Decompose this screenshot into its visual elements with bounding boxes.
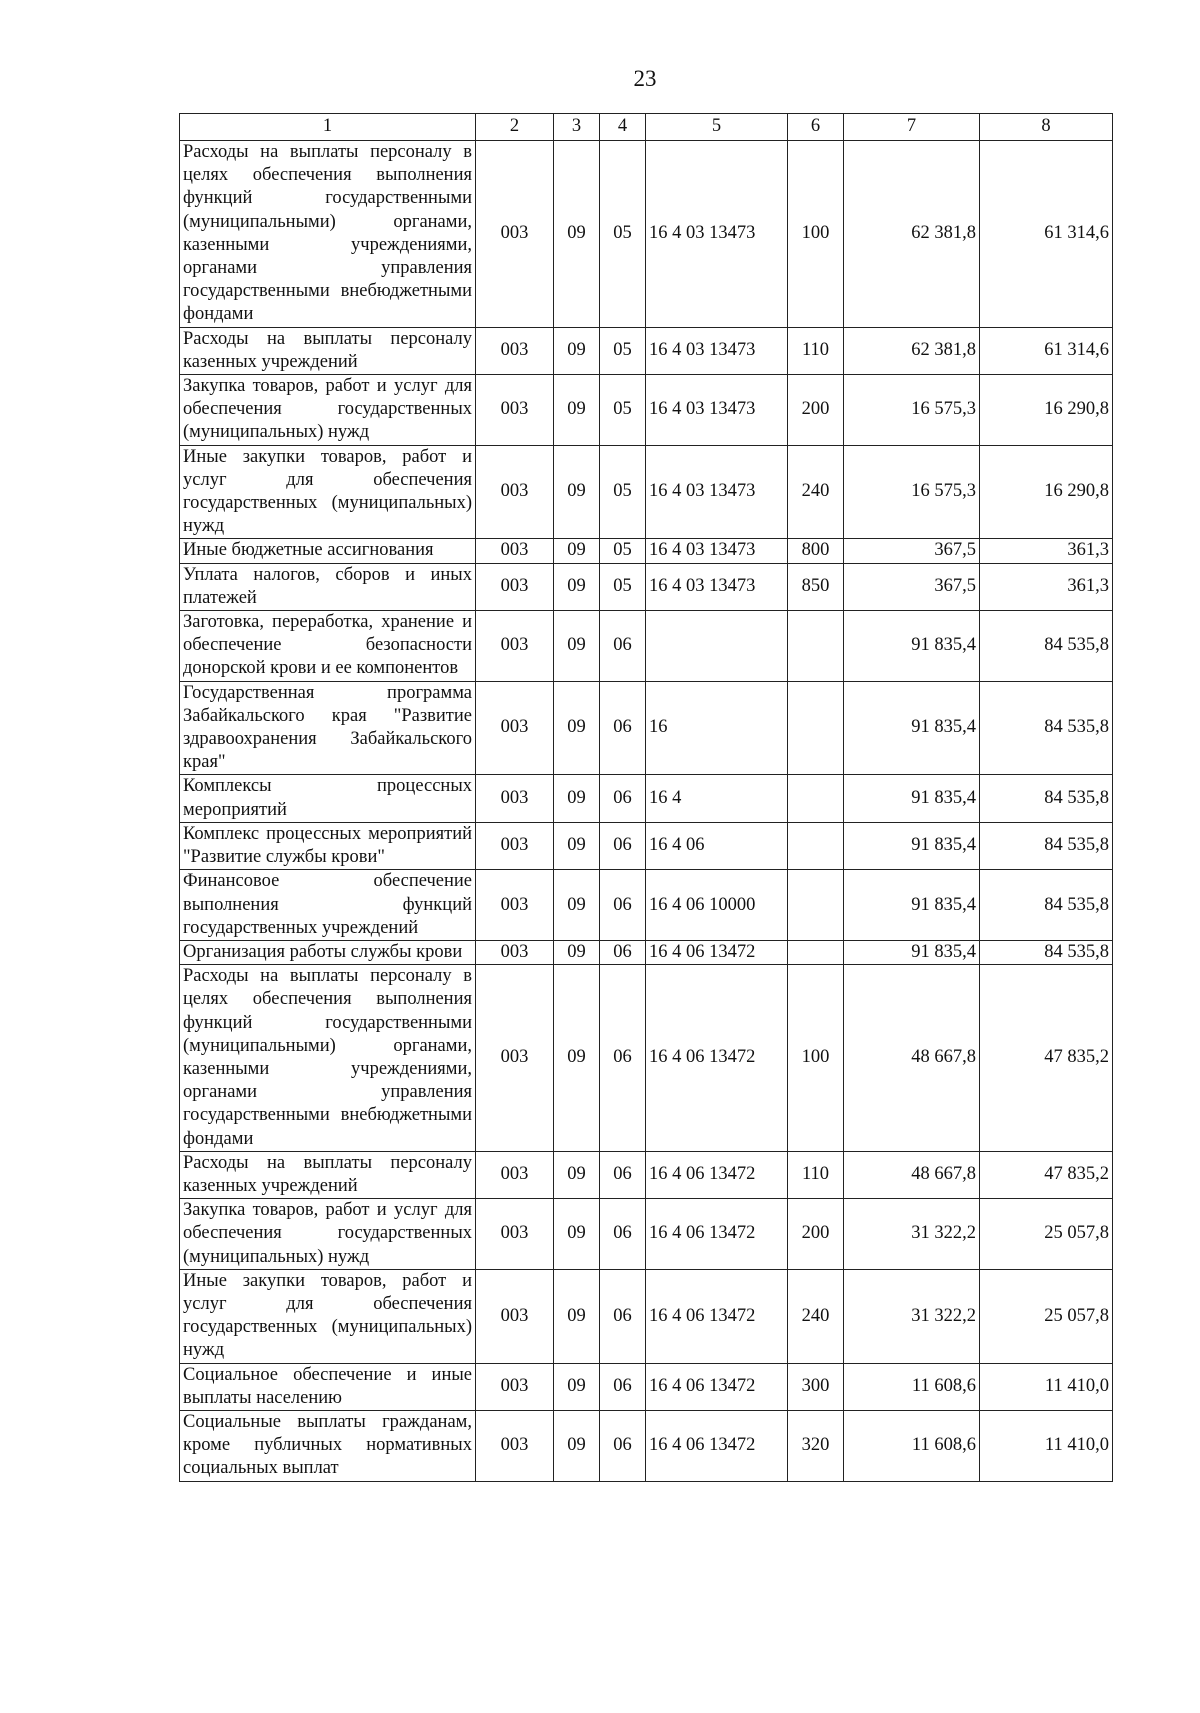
cell-subsection: 05 [600,141,646,328]
table-header-row [180,114,1113,141]
cell-expense-type [788,775,844,822]
cell-subsection: 05 [600,539,646,563]
cell-expense-type [788,940,844,964]
page-number: 23 [633,66,657,91]
cell-expense-type: 100 [788,965,844,1152]
cell-ministry: 003 [476,965,554,1152]
cell-subsection: 06 [600,1363,646,1410]
cell-target-article: 16 4 06 13472 [646,965,788,1152]
cell-name: Социальное обеспечение и иные выплаты населению [180,1363,476,1410]
cell-ministry: 003 [476,681,554,775]
cell-ministry: 003 [476,327,554,374]
cell-section: 09 [554,965,600,1152]
cell-ministry: 003 [476,611,554,682]
cell-expense-type: 240 [788,445,844,539]
cell-subsection: 06 [600,870,646,941]
cell-name: Комплексы процессных мероприятий [180,775,476,822]
cell-ministry: 003 [476,445,554,539]
cell-name: Иные закупки товаров, работ и услуг для обеспечения государственных (муниципальных) нужд [180,445,476,539]
cell-expense-type: 800 [788,539,844,563]
table-row [180,327,1113,374]
cell-amount-2: 84 535,8 [980,940,1113,964]
cell-amount-1: 11 608,6 [844,1410,980,1481]
cell-expense-type: 240 [788,1269,844,1363]
cell-expense-type: 320 [788,1410,844,1481]
cell-name: Финансовое обеспечение выполнения функций государственных учреждений [180,870,476,941]
table-row [180,1151,1113,1198]
table-row [180,141,1113,328]
cell-subsection: 06 [600,775,646,822]
cell-amount-2: 47 835,2 [980,965,1113,1152]
cell-amount-2: 11 410,0 [980,1410,1113,1481]
cell-target-article: 16 4 06 [646,822,788,869]
cell-amount-2: 25 057,8 [980,1199,1113,1270]
header-col-5: 5 [646,114,788,141]
cell-amount-1: 91 835,4 [844,940,980,964]
cell-ministry: 003 [476,1410,554,1481]
cell-section: 09 [554,327,600,374]
cell-amount-1: 91 835,4 [844,681,980,775]
cell-section: 09 [554,1363,600,1410]
cell-amount-2: 16 290,8 [980,375,1113,446]
table-body [180,141,1113,1482]
cell-name: Расходы на выплаты персоналу казенных учреждений [180,1151,476,1198]
cell-amount-2: 84 535,8 [980,822,1113,869]
cell-expense-type: 300 [788,1363,844,1410]
header-col-1: 1 [180,114,476,141]
cell-ministry: 003 [476,822,554,869]
cell-amount-1: 31 322,2 [844,1199,980,1270]
cell-amount-2: 61 314,6 [980,327,1113,374]
cell-section: 09 [554,1410,600,1481]
cell-target-article: 16 4 [646,775,788,822]
cell-subsection: 06 [600,1269,646,1363]
cell-amount-1: 16 575,3 [844,375,980,446]
cell-section: 09 [554,1199,600,1270]
budget-table [179,113,1113,1482]
cell-expense-type: 200 [788,1199,844,1270]
header-col-2: 2 [476,114,554,141]
cell-amount-2: 84 535,8 [980,611,1113,682]
cell-expense-type: 200 [788,375,844,446]
cell-amount-1: 367,5 [844,563,980,610]
cell-target-article [646,611,788,682]
table-row [180,822,1113,869]
cell-section: 09 [554,822,600,869]
cell-name: Комплекс процессных мероприятий "Развитие службы крови" [180,822,476,869]
cell-name: Уплата налогов, сборов и иных платежей [180,563,476,610]
cell-section: 09 [554,775,600,822]
cell-target-article: 16 4 03 13473 [646,563,788,610]
cell-subsection: 06 [600,611,646,682]
cell-amount-2: 16 290,8 [980,445,1113,539]
cell-ministry: 003 [476,375,554,446]
cell-target-article: 16 4 06 13472 [646,1199,788,1270]
cell-target-article: 16 4 06 13472 [646,940,788,964]
cell-section: 09 [554,445,600,539]
cell-expense-type: 100 [788,141,844,328]
table-row [180,940,1113,964]
table-row [180,1410,1113,1481]
cell-amount-2: 84 535,8 [980,681,1113,775]
cell-section: 09 [554,539,600,563]
cell-section: 09 [554,940,600,964]
cell-section: 09 [554,681,600,775]
cell-ministry: 003 [476,940,554,964]
cell-amount-1: 91 835,4 [844,775,980,822]
cell-subsection: 05 [600,563,646,610]
header-col-8: 8 [980,114,1113,141]
cell-name: Закупка товаров, работ и услуг для обеспечения государственных (муниципальных) нужд [180,375,476,446]
cell-amount-1: 367,5 [844,539,980,563]
cell-amount-1: 48 667,8 [844,965,980,1152]
cell-ministry: 003 [476,141,554,328]
cell-target-article: 16 4 06 13472 [646,1410,788,1481]
cell-name: Социальные выплаты гражданам, кроме публичных нормативных социальных выплат [180,1410,476,1481]
cell-section: 09 [554,870,600,941]
cell-ministry: 003 [476,775,554,822]
cell-expense-type [788,611,844,682]
cell-ministry: 003 [476,563,554,610]
cell-amount-1: 62 381,8 [844,141,980,328]
cell-amount-2: 47 835,2 [980,1151,1113,1198]
cell-target-article: 16 [646,681,788,775]
cell-ministry: 003 [476,1363,554,1410]
table-row [180,1269,1113,1363]
table-row [180,539,1113,563]
table-row [180,870,1113,941]
cell-amount-1: 91 835,4 [844,870,980,941]
cell-expense-type [788,870,844,941]
cell-subsection: 06 [600,681,646,775]
cell-name: Расходы на выплаты персоналу казенных учреждений [180,327,476,374]
header-col-6: 6 [788,114,844,141]
cell-name: Иные закупки товаров, работ и услуг для обеспечения государственных (муниципальных) нужд [180,1269,476,1363]
cell-expense-type: 110 [788,327,844,374]
cell-target-article: 16 4 03 13473 [646,445,788,539]
cell-ministry: 003 [476,1151,554,1198]
cell-target-article: 16 4 03 13473 [646,375,788,446]
cell-subsection: 05 [600,375,646,446]
cell-section: 09 [554,1269,600,1363]
cell-amount-2: 361,3 [980,563,1113,610]
table-row [180,1199,1113,1270]
cell-section: 09 [554,375,600,446]
header-col-4: 4 [600,114,646,141]
cell-target-article: 16 4 06 13472 [646,1269,788,1363]
cell-ministry: 003 [476,539,554,563]
cell-expense-type: 110 [788,1151,844,1198]
cell-section: 09 [554,611,600,682]
cell-subsection: 06 [600,1410,646,1481]
cell-expense-type [788,681,844,775]
cell-section: 09 [554,563,600,610]
cell-name: Государственная программа Забайкальского края "Развитие здравоохранения Забайкальского края" [180,681,476,775]
cell-target-article: 16 4 06 13472 [646,1363,788,1410]
cell-subsection: 06 [600,1151,646,1198]
cell-amount-2: 25 057,8 [980,1269,1113,1363]
cell-amount-1: 91 835,4 [844,822,980,869]
cell-target-article: 16 4 06 13472 [646,1151,788,1198]
cell-subsection: 06 [600,1199,646,1270]
cell-subsection: 05 [600,327,646,374]
cell-target-article: 16 4 03 13473 [646,539,788,563]
cell-name: Расходы на выплаты персоналу в целях обеспечения выполнения функций государственными (муниципальными) органами, казенными учреждениями, органами управления государственными внебюджетными фондами [180,141,476,328]
table-row [180,611,1113,682]
table-row [180,1363,1113,1410]
cell-target-article: 16 4 06 10000 [646,870,788,941]
cell-ministry: 003 [476,870,554,941]
cell-target-article: 16 4 03 13473 [646,141,788,328]
cell-amount-1: 16 575,3 [844,445,980,539]
cell-name: Закупка товаров, работ и услуг для обеспечения государственных (муниципальных) нужд [180,1199,476,1270]
table-row [180,375,1113,446]
cell-amount-1: 11 608,6 [844,1363,980,1410]
cell-amount-2: 84 535,8 [980,775,1113,822]
cell-expense-type: 850 [788,563,844,610]
header-col-3: 3 [554,114,600,141]
cell-ministry: 003 [476,1269,554,1363]
cell-amount-1: 48 667,8 [844,1151,980,1198]
cell-subsection: 06 [600,965,646,1152]
cell-amount-2: 61 314,6 [980,141,1113,328]
cell-subsection: 06 [600,822,646,869]
cell-section: 09 [554,1151,600,1198]
cell-name: Заготовка, переработка, хранение и обеспечение безопасности донорской крови и ее компонентов [180,611,476,682]
cell-subsection: 05 [600,445,646,539]
table-row [180,681,1113,775]
table-row [180,775,1113,822]
cell-amount-2: 84 535,8 [980,870,1113,941]
cell-amount-1: 31 322,2 [844,1269,980,1363]
cell-amount-1: 62 381,8 [844,327,980,374]
cell-subsection: 06 [600,940,646,964]
cell-name: Расходы на выплаты персоналу в целях обеспечения выполнения функций государственными (муниципальными) органами, казенными учреждениями, органами управления государственными внебюджетными фондами [180,965,476,1152]
cell-target-article: 16 4 03 13473 [646,327,788,374]
cell-section: 09 [554,141,600,328]
cell-expense-type [788,822,844,869]
cell-name: Организация работы службы крови [180,940,476,964]
cell-amount-1: 91 835,4 [844,611,980,682]
cell-name: Иные бюджетные ассигнования [180,539,476,563]
cell-ministry: 003 [476,1199,554,1270]
table-row [180,965,1113,1152]
header-col-7: 7 [844,114,980,141]
table-row [180,563,1113,610]
table-row [180,445,1113,539]
cell-amount-2: 361,3 [980,539,1113,563]
cell-amount-2: 11 410,0 [980,1363,1113,1410]
